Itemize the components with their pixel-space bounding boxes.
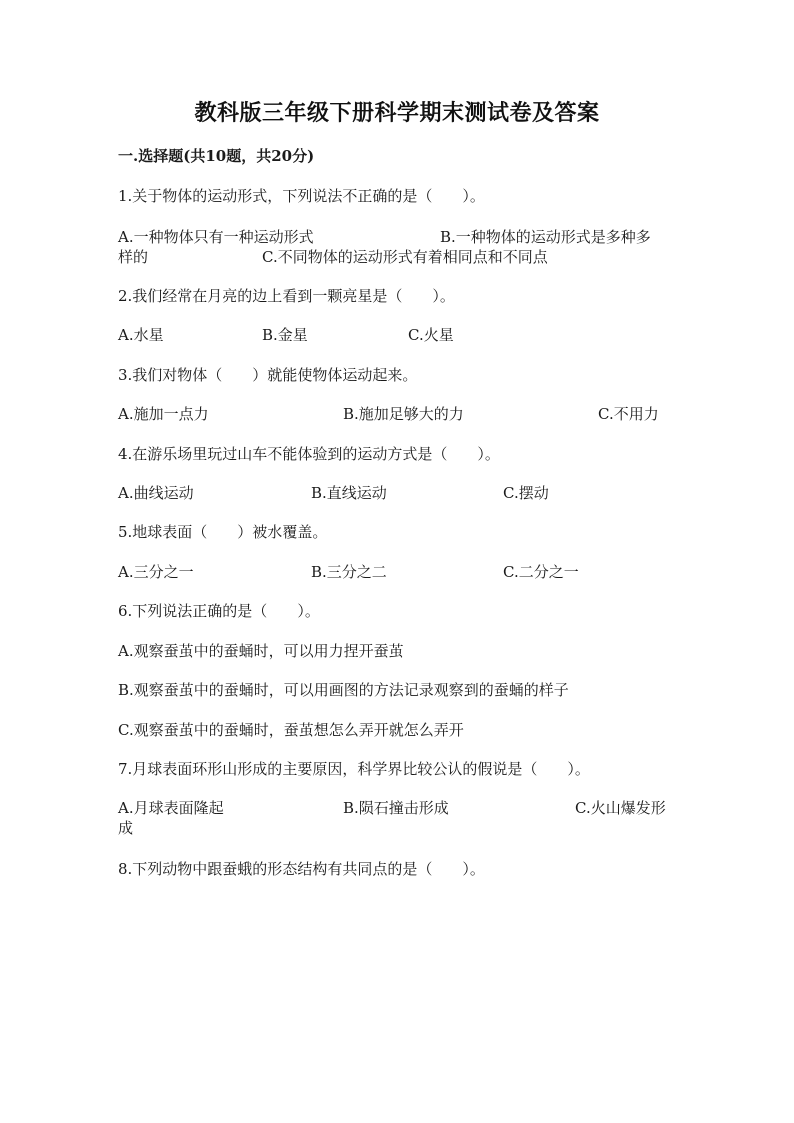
question-3-option-b: B.施加足够大的力 bbox=[343, 405, 464, 423]
question-5-option-b: B.三分之二 bbox=[311, 563, 387, 581]
question-4-option-c: C.摆动 bbox=[503, 484, 549, 502]
section-heading: 一.选择题(共10题，共20分) bbox=[118, 147, 315, 165]
question-3-option-a: A.施加一点力 bbox=[118, 405, 209, 423]
question-6-option-b: B.观察蚕茧中的蚕蛹时，可以用画图的方法记录观察到的蚕蛹的样子 bbox=[118, 681, 569, 699]
question-3-stem: 3.我们对物体（ ）就能使物体运动起来。 bbox=[118, 366, 418, 384]
question-7-option-b: B.陨石撞击形成 bbox=[343, 799, 449, 817]
question-1-option-a: A.一种物体只有一种运动形式 bbox=[118, 228, 314, 246]
question-7-stem: 7.月球表面环形山形成的主要原因，科学界比较公认的假说是（ ）。 bbox=[118, 760, 590, 778]
page-title: 教科版三年级下册科学期末测试卷及答案 bbox=[194, 100, 600, 126]
question-4-option-a: A.曲线运动 bbox=[118, 484, 194, 502]
question-7-option-c: C.火山爆发形 bbox=[575, 799, 666, 817]
question-1-stem: 1.关于物体的运动形式，下列说法不正确的是（ ）。 bbox=[118, 187, 485, 205]
question-2-stem: 2.我们经常在月亮的边上看到一颗亮星是（ ）。 bbox=[118, 287, 455, 305]
question-2-option-b: B.金星 bbox=[262, 326, 308, 344]
question-5-option-a: A.三分之一 bbox=[118, 563, 194, 581]
question-6-option-c: C.观察蚕茧中的蚕蛹时，蚕茧想怎么弄开就怎么弄开 bbox=[118, 721, 464, 739]
question-2-option-a: A.水星 bbox=[118, 326, 164, 344]
question-7-option-a: A.月球表面隆起 bbox=[118, 799, 224, 817]
question-3-option-c: C.不用力 bbox=[598, 405, 659, 423]
question-8-stem: 8.下列动物中跟蚕蛾的形态结构有共同点的是（ ）。 bbox=[118, 860, 485, 878]
question-1-option-c: C.不同物体的运动形式有着相同点和不同点 bbox=[262, 248, 548, 266]
question-2-option-c: C.火星 bbox=[408, 326, 454, 344]
question-5-option-c: C.二分之一 bbox=[503, 563, 579, 581]
question-4-option-b: B.直线运动 bbox=[311, 484, 387, 502]
question-6-stem: 6.下列说法正确的是（ ）。 bbox=[118, 602, 320, 620]
question-5-stem: 5.地球表面（ ）被水覆盖。 bbox=[118, 523, 328, 541]
question-4-stem: 4.在游乐场里玩过山车不能体验到的运动方式是（ ）。 bbox=[118, 445, 500, 463]
question-7-option-c-continued: 成 bbox=[118, 819, 134, 837]
question-1-option-b-continued: 样的 bbox=[118, 248, 149, 266]
question-1-option-b: B.一种物体的运动形式是多种多 bbox=[440, 228, 651, 246]
question-6-option-a: A.观察蚕茧中的蚕蛹时，可以用力捏开蚕茧 bbox=[118, 642, 404, 660]
